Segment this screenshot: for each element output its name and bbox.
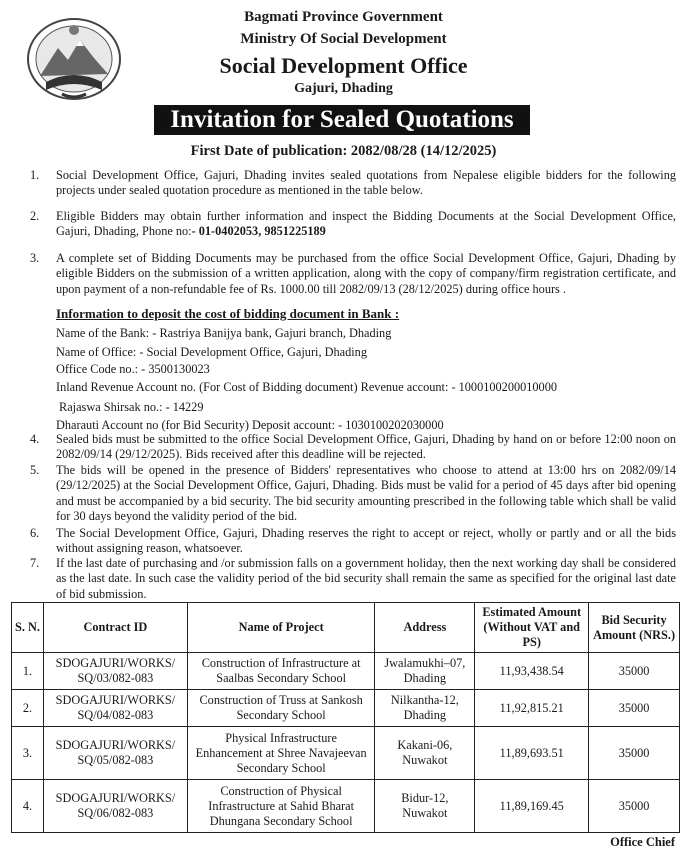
province-name: Bagmati Province Government	[244, 9, 443, 25]
clause-text: The bids will be opened in the presence of Bidders' representatives who choose to attend at 13:00 hrs on 2082/09/14 (29/12/2025) at the Social Development Office, Gajuri, Dhading. Bids must be valid for a period of 45 days after bid opening and must be accompanied by a bid security. The bid security amounting prescribed in the following table which shall be valid for 30 days beyond the validity period of the bid.	[56, 463, 676, 524]
office-location: Gajuri, Dhading	[294, 81, 393, 96]
clause-text: If the last date of purchasing and /or submission falls on a government holiday, then the next working day shall be considered as the last date. In such case the validity period of the bid security shall remain the same as specified for the original last date of bid submission.	[56, 556, 676, 601]
office-code: Office Code no.: - 3500130023	[56, 362, 210, 376]
clause-7	[30, 556, 676, 602]
header-bid-security: Bid Security Amount (NRS.)	[589, 603, 680, 653]
bank-info-heading: Information to deposit the cost of bidding document in Bank :	[56, 306, 400, 321]
phone-numbers: - 01-0402053, 9851225189	[191, 224, 326, 239]
row-address: Jwalamukhi–07, Dhading	[375, 653, 475, 690]
row-contract-id: SDOGAJURI/WORKS/ SQ/06/082-083	[43, 780, 187, 833]
clause-1	[30, 168, 676, 199]
row-address: Kakani-06, Nuwakot	[375, 727, 475, 780]
clause-number: 3.	[30, 251, 40, 265]
clause-number: 4.	[30, 432, 40, 446]
bank-office-name: Name of Office: - Social Development Office, Gajuri, Dhading	[56, 345, 367, 359]
rajaswa-shirsak: Rajaswa Shirsak no.: - 14229	[59, 400, 204, 414]
row-project: Construction of Physical Infrastructure at Sahid Bharat Dhungana Secondary School	[187, 780, 375, 833]
header-project-name: Name of Project	[187, 603, 375, 653]
row-sn: 1.	[12, 653, 44, 690]
row-security: 35000	[589, 690, 680, 727]
bank-name: Name of the Bank: - Rastriya Banijya bank, Gajuri branch, Dhading	[56, 326, 392, 340]
row-sn: 3.	[12, 727, 44, 780]
table-row	[12, 780, 680, 833]
clause-text: The Social Development Office, Gajuri, Dhading reserves the right to accept or reject, wholly or partly and or all the bids without assigning reason, whatsoever.	[56, 526, 676, 556]
clause-text: Social Development Office, Gajuri, Dhading invites sealed quotations from Nepalese eligible bidders for the following projects under sealed quotation procedure as mentioned in the table below.	[56, 168, 676, 198]
row-project: Physical Infrastructure Enhancement at Shree Navajeevan Secondary School	[187, 727, 375, 780]
ministry-name: Ministry Of Social Development	[240, 31, 447, 47]
notice-title-banner: Invitation for Sealed Quotations	[154, 105, 530, 135]
publication-date: First Date of publication: 2082/08/28 (14/12/2025)	[190, 143, 497, 159]
office-name: Social Development Office	[219, 53, 468, 78]
row-project: Construction of Infrastructure at Saalbas Secondary School	[187, 653, 375, 690]
header-sn: S. N.	[12, 603, 44, 653]
row-address: Bidur-12, Nuwakot	[375, 780, 475, 833]
clause-2	[30, 209, 676, 240]
row-amount: 11,93,438.54	[475, 653, 589, 690]
projects-table	[11, 602, 680, 833]
row-security: 35000	[589, 727, 680, 780]
clause-number: 5.	[30, 463, 40, 477]
clause-number: 2.	[30, 209, 40, 223]
signature-office-chief: Office Chief	[610, 835, 675, 849]
row-security: 35000	[589, 780, 680, 833]
row-security: 35000	[589, 653, 680, 690]
clause-number: 6.	[30, 526, 40, 540]
row-contract-id: SDOGAJURI/WORKS/ SQ/03/082-083	[43, 653, 187, 690]
clause-5	[30, 463, 676, 525]
revenue-account: Inland Revenue Account no. (For Cost of Bidding document) Revenue account: - 1000100200010000	[56, 380, 558, 394]
header-address: Address	[375, 603, 475, 653]
table-header-row	[12, 603, 680, 653]
clause-number: 1.	[30, 168, 40, 182]
row-address: Nilkantha-12, Dhading	[375, 690, 475, 727]
row-project: Construction of Truss at Sankosh Secondary School	[187, 690, 375, 727]
row-amount: 11,92,815.21	[475, 690, 589, 727]
clause-number: 7.	[30, 556, 40, 570]
clause-text: A complete set of Bidding Documents may be purchased from the office Social Development Office, Gajuri, Dhading by eligible Bidders on the submission of a written application, along with the copy of company/firm registration certificate, and upon payment of a non-refundable fee of Rs. 1000.00 till 2082/09/13 (28/12/2025) during office hours .	[56, 251, 676, 296]
clause-4	[30, 432, 676, 463]
dharauti-account: Dharauti Account no (for Bid Security) Deposit account: - 1030100202030000	[56, 418, 444, 432]
row-contract-id: SDOGAJURI/WORKS/ SQ/04/082-083	[43, 690, 187, 727]
header-contract-id: Contract ID	[43, 603, 187, 653]
row-contract-id: SDOGAJURI/WORKS/ SQ/05/082-083	[43, 727, 187, 780]
table-row	[12, 653, 680, 690]
clause-text: Eligible Bidders may obtain further information and inspect the Bidding Documents at the Social Development Office, Gajuri, Dhading, Phone no:	[56, 209, 676, 239]
table-row	[12, 727, 680, 780]
table-row	[12, 690, 680, 727]
row-amount: 11,89,693.51	[475, 727, 589, 780]
row-amount: 11,89,169.45	[475, 780, 589, 833]
header-estimated-amount: Estimated Amount (Without VAT and PS)	[475, 603, 589, 653]
row-sn: 4.	[12, 780, 44, 833]
clause-6	[30, 526, 676, 557]
clause-3	[30, 251, 676, 297]
row-sn: 2.	[12, 690, 44, 727]
clause-text: Sealed bids must be submitted to the office Social Development Office, Gajuri, Dhading by hand on or before 12:00 noon on 2082/09/14 (29/12/2025). Bids received after this deadline will be rejected.	[56, 432, 676, 462]
